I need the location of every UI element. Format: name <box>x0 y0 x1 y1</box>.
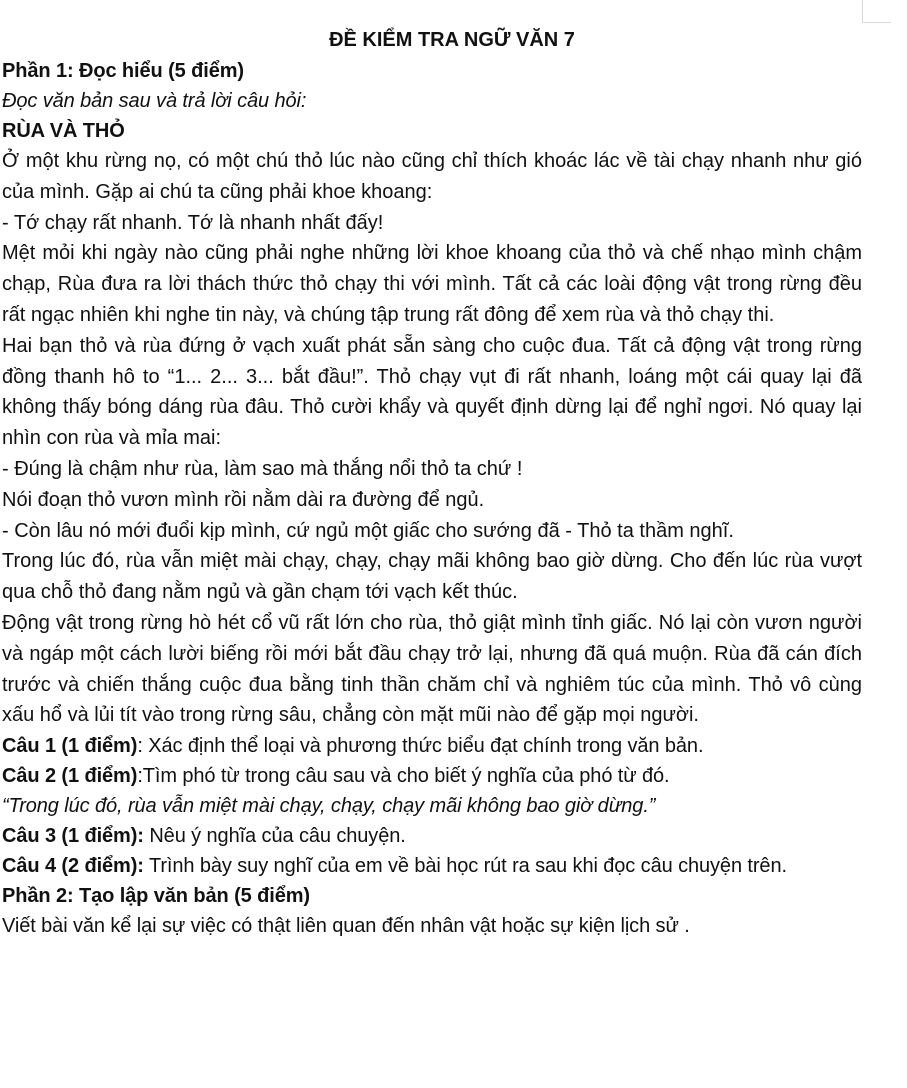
question-label: Câu 1 (1 điểm) <box>2 735 138 758</box>
question-3 <box>2 821 862 851</box>
story-paragraph: - Tớ chạy rất nhanh. Tớ là nhanh nhất đấy! <box>2 211 384 234</box>
part2-heading: Phần 2: Tạo lập văn bản (5 điểm) <box>2 885 310 908</box>
question-text: Trình bày suy nghĩ của em về bài học rút ra sau khi đọc câu chuyện trên. <box>143 855 787 878</box>
story-paragraph: Động vật trong rừng hò hét cổ vũ rất lớn cho rùa, thỏ giật mình tỉnh giấc. Nó lại còn vươn người và ngáp một cách lười biếng rồi mới bắt đầu chạy trở lại, nhưng đã quá muộn. Rùa đã cán đích trước và chiến thắng cuộc đua bằng tinh thần chăm chỉ và nghiêm túc của mình. Thỏ vô cùng xấu hổ và lủi tít vào trong rừng sâu, chẳng còn mặt mũi nào để gặp mọi người. <box>2 611 862 727</box>
question-label: Câu 2 (1 điểm) <box>2 765 138 788</box>
part2-task: Viết bài văn kể lại sự việc có thật liên quan đến nhân vật hoặc sự kiện lịch sử . <box>2 915 690 938</box>
question-text: :Tìm phó từ trong câu sau và cho biết ý nghĩa của phó từ đó. <box>137 765 670 788</box>
story-paragraph: Mệt mỏi khi ngày nào cũng phải nghe những lời khoe khoang của thỏ và chế nhạo mình chậm chạp, Rùa đưa ra lời thách thức thỏ chạy thi với mình. Tất cả các loài động vật trong rừng đều rất ngạc nhiên khi nghe tin này, và chúng tập trung rất đông để xem rùa và thỏ chạy thi. <box>2 242 862 326</box>
question-1 <box>2 731 862 761</box>
story-title: RÙA VÀ THỎ <box>2 120 125 142</box>
story-paragraph: Hai bạn thỏ và rùa đứng ở vạch xuất phát sẵn sàng cho cuộc đua. Tất cả động vật trong rừng đồng thanh hô to “1... 2... 3... bắt đầu!”. Thỏ chạy vụt đi rất nhanh, loáng một cái quay lại đã không thấy bóng dáng rùa đâu. Thỏ cười khẩy và quyết định dừng lại để nghỉ ngơi. Nó quay lại nhìn con rùa và mỉa mai: <box>2 334 862 450</box>
exam-title: ĐỀ KIỂM TRA NGỮ VĂN 7 <box>329 29 575 51</box>
story-paragraph: - Còn lâu nó mới đuổi kịp mình, cứ ngủ một giấc cho sướng đã - Thỏ ta thầm nghĩ. <box>2 519 734 542</box>
question-text: : Xác định thể loại và phương thức biểu đạt chính trong văn bản. <box>137 735 704 758</box>
story-paragraph: Ở một khu rừng nọ, có một chú thỏ lúc nào cũng chỉ thích khoác lác về tài chạy nhanh như gió của mình. Gặp ai chú ta cũng phải khoe khoang: <box>2 150 862 203</box>
story-paragraph: - Đúng là chậm như rùa, làm sao mà thắng nổi thỏ ta chứ ! <box>2 457 523 480</box>
exam-document <box>2 26 862 941</box>
story-paragraph: Nói đoạn thỏ vươn mình rồi nằm dài ra đường để ngủ. <box>2 488 485 511</box>
question-4 <box>2 851 862 881</box>
question-label: Câu 4 (2 điểm): <box>2 855 144 878</box>
question-2 <box>2 761 862 791</box>
question-text: Nêu ý nghĩa của câu chuyện. <box>143 825 406 848</box>
quoted-sentence: “Trong lúc đó, rùa vẫn miệt mài chạy, chạy, chạy mãi không bao giờ dừng.” <box>2 795 656 818</box>
story-paragraph: Trong lúc đó, rùa vẫn miệt mài chạy, chạy, chạy mãi không bao giờ dừng. Cho đến lúc rùa vượt qua chỗ thỏ đang nằm ngủ và gần chạm tới vạch kết thúc. <box>2 550 862 604</box>
part1-heading: Phần 1: Đọc hiểu (5 điểm) <box>2 60 244 82</box>
question-label: Câu 3 (1 điểm): <box>2 825 144 848</box>
story-text <box>2 146 862 731</box>
part1-instruction: Đọc văn bản sau và trả lời câu hỏi: <box>2 90 307 112</box>
page-corner-mark <box>862 0 891 23</box>
